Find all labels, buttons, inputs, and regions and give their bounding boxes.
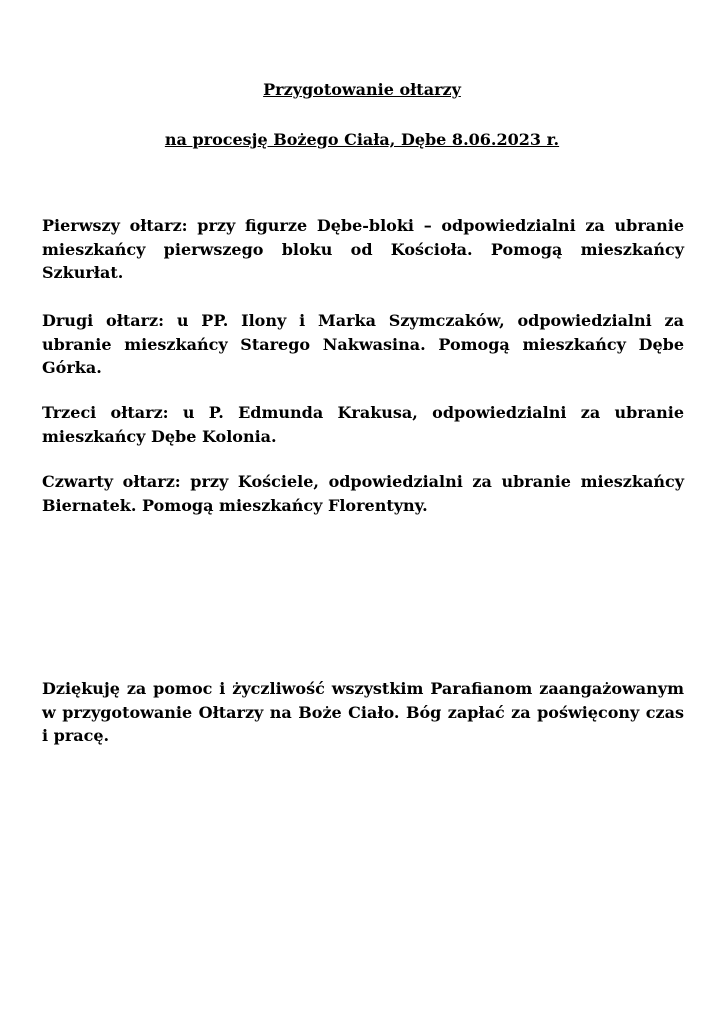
paragraph-thanks: Dziękuję za pomoc i życzliwość wszystkim Parafianom zaangażowanym w przygotowanie Ołtarzy na Boże Ciało. Bóg zapłać za poświęcony czas i pracę.: [42, 679, 684, 745]
paragraph-first-altar: Pierwszy ołtarz: przy figurze Dębe-bloki – odpowiedzialni za ubranie mieszkańcy pierwszego bloku od Kościoła. Pomogą mieszkańcy Szkurłat.: [42, 216, 684, 282]
paragraph-second-altar: Drugi ołtarz: u PP. Ilony i Marka Szymczaków, odpowiedzialni za ubranie mieszkańcy Starego Nakwasina. Pomogą mieszkańcy Dębe Górka.: [42, 311, 684, 377]
document-subtitle: na procesję Bożego Ciała, Dębe 8.06.2023 r.: [164, 130, 560, 149]
paragraph-fourth-altar: Czwarty ołtarz: przy Kościele, odpowiedzialni za ubranie mieszkańcy Biernatek. Pomogą mieszkańcy Florentyny.: [42, 472, 684, 515]
document-title: Przygotowanie ołtarzy: [263, 80, 461, 99]
paragraph-third-altar: Trzeci ołtarz: u P. Edmunda Krakusa, odpowiedzialni za ubranie mieszkańcy Dębe Kolonia.: [42, 403, 684, 446]
